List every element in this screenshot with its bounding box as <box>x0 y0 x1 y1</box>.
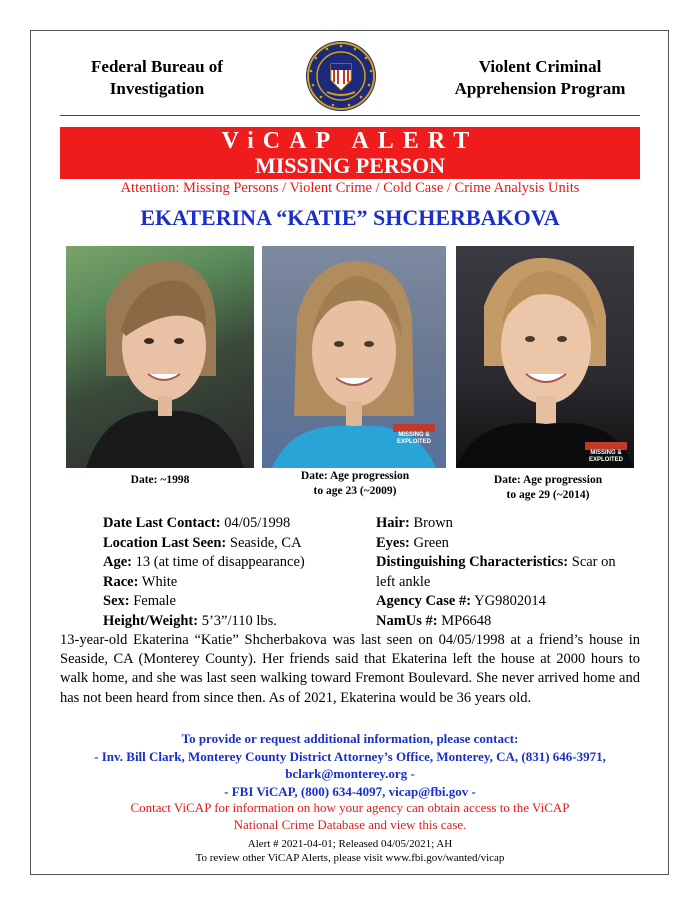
detail-agency-case: Agency Case #: YG9802014 <box>376 593 546 609</box>
contact-intro: To provide or request additional information, please contact: <box>181 731 519 746</box>
photo-caption-2-line1: Date: Age progression <box>300 470 410 482</box>
footer <box>60 837 640 865</box>
attention-line: Attention: Missing Persons / Violent Crime / Cold Case / Crime Analysis Units <box>120 180 580 196</box>
detail-location-last-seen: Location Last Seen: Seaside, CA <box>103 534 302 551</box>
details-right-column <box>376 514 638 631</box>
missing-exploited-logo: MISSING & EXPLOITED <box>582 442 630 464</box>
case-narrative: 13-year-old Ekaterina “Katie” Shcherbakova was last seen on 04/05/1998 at a friend’s house in Seaside, CA (Monterey County). Her friends said that Ekaterina left the house at 2000 hours to walk home, and she was last seen walking toward Fremont Boulevard. She never arrived home and has not been heard from since then. As of 2021, Ekaterina would be 36 years old. <box>60 632 640 706</box>
detail-date-last-contact: Date Last Contact: 04/05/1998 <box>103 515 291 531</box>
contact-investigator: - Inv. Bill Clark, Monterey County District Attorney’s Office, Monterey, CA, (831) 646-3971, <box>94 748 606 764</box>
photo-age-progression-23 <box>262 246 446 468</box>
photo-caption-3-line2: to age 29 (~2014) <box>506 489 590 501</box>
photo-caption-3 <box>468 473 628 503</box>
footer-website[interactable]: To review other ViCAP Alerts, please visit www.fbi.gov/wanted/vicap <box>195 852 505 864</box>
detail-distinguishing-characteristics: Distinguishing Characteristics: Scar on left ankle <box>376 554 616 590</box>
missing-exploited-logo: MISSING & EXPLOITED <box>388 424 440 446</box>
header-divider <box>60 115 640 116</box>
alert-banner-title: ViCAP ALERT <box>221 128 479 154</box>
header-program-line1: Violent Criminal <box>478 57 602 76</box>
detail-sex: Sex: Female <box>103 593 176 609</box>
fbi-seal-icon <box>305 40 377 112</box>
photo-caption-2-line2: to age 23 (~2009) <box>313 485 397 497</box>
photo-age-progression-29 <box>456 246 634 468</box>
detail-hair: Hair: Brown <box>376 515 453 531</box>
header-program-line2: Apprehension Program <box>454 79 626 98</box>
header-program <box>420 56 660 100</box>
photo-caption-2 <box>280 469 430 499</box>
photo-caption-1-line1: Date: ~1998 <box>130 474 190 486</box>
contact-investigator-email[interactable]: bclark@monterey.org - <box>285 766 415 781</box>
header-agency-line2: Investigation <box>109 79 205 98</box>
access-note <box>60 799 640 833</box>
detail-namus: NamUs #: MP6648 <box>376 612 492 629</box>
detail-eyes: Eyes: Green <box>376 534 449 551</box>
detail-age: Age: 13 (at time of disappearance) <box>103 554 305 570</box>
details-left-column <box>103 514 373 631</box>
subject-name: EKATERINA “KATIE” SHCHERBAKOVA <box>140 205 560 230</box>
photo-1998 <box>66 246 254 468</box>
contact-fbi-vicap[interactable]: - FBI ViCAP, (800) 634-4097, vicap@fbi.gov - <box>224 783 476 799</box>
photo-caption-3-line1: Date: Age progression <box>493 474 603 486</box>
alert-banner <box>60 127 640 179</box>
alert-banner-subtitle: MISSING PERSON <box>254 153 446 178</box>
access-note-line1: Contact ViCAP for information on how your agency can obtain access to the ViCAP <box>130 800 570 815</box>
detail-race: Race: White <box>103 573 178 590</box>
access-note-line2: National Crime Database and view this case. <box>233 817 467 832</box>
detail-height-weight: Height/Weight: 5’3”/110 lbs. <box>103 612 277 629</box>
footer-alert-number: Alert # 2021-04-01; Released 04/05/2021; AH <box>247 838 453 850</box>
photo-caption-1 <box>100 473 220 488</box>
contact-block <box>60 730 640 800</box>
header-agency-line1: Federal Bureau of <box>91 57 223 76</box>
header-agency <box>62 56 252 100</box>
